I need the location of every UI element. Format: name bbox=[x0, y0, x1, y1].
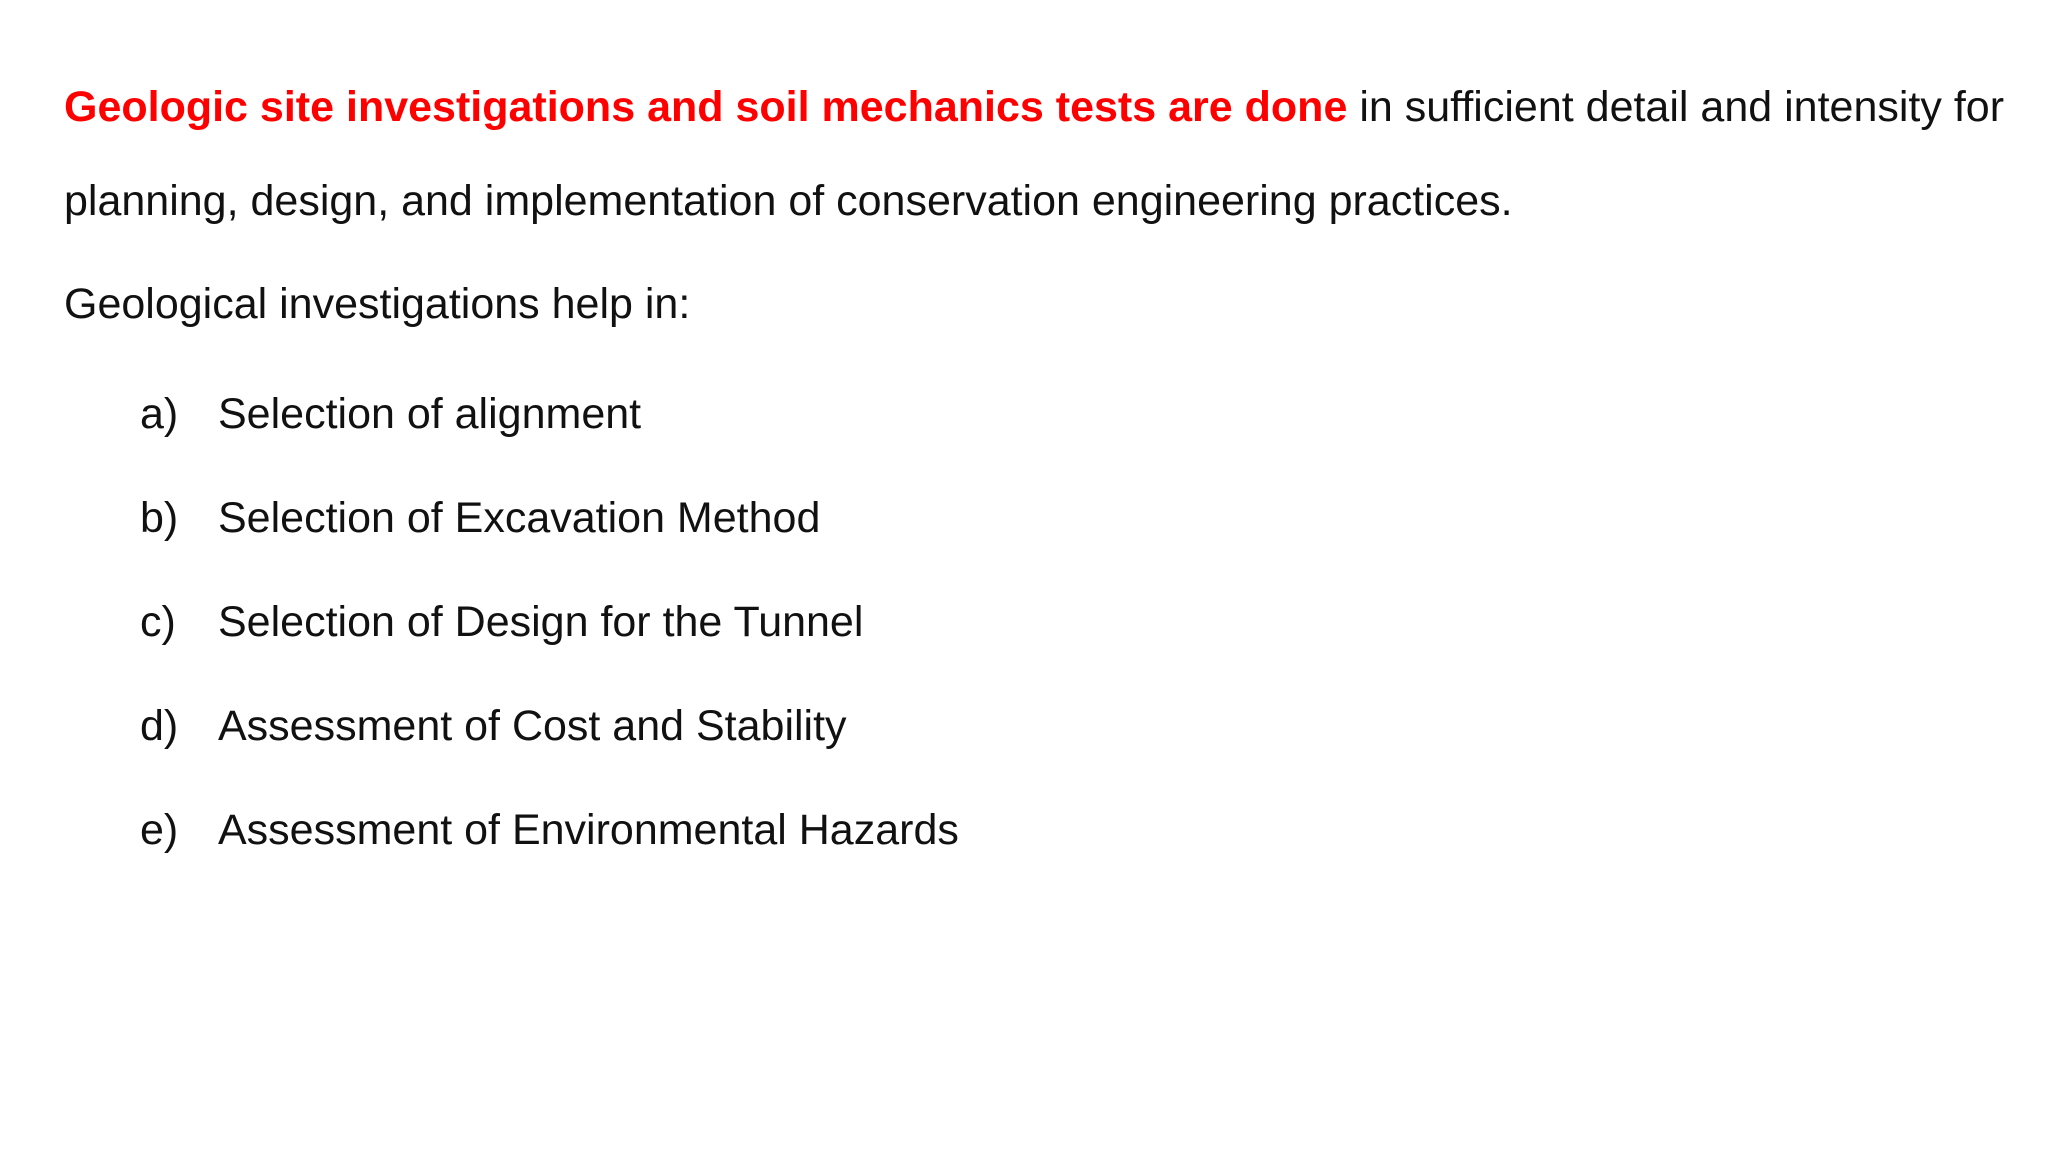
list-item-e bbox=[140, 804, 959, 908]
list-item-a bbox=[140, 388, 959, 492]
benefits-list bbox=[140, 388, 959, 908]
list-marker: d) bbox=[140, 702, 179, 750]
list-item-c bbox=[140, 596, 959, 700]
list-item-text: Selection of Design for the Tunnel bbox=[218, 598, 864, 646]
list-item-b bbox=[140, 492, 959, 596]
list-item-text: Assessment of Environmental Hazards bbox=[218, 806, 959, 854]
intro-rest: in sufficient detail and intensity for planning, design, and implementation of conservation engineering practices. bbox=[64, 83, 2005, 225]
list-lead: Geological investigations help in: bbox=[64, 280, 691, 328]
list-marker: e) bbox=[140, 806, 179, 854]
list-item-text: Selection of alignment bbox=[218, 390, 642, 438]
list-item-d bbox=[140, 700, 959, 804]
intro-paragraph bbox=[64, 60, 2004, 248]
list-item-text: Assessment of Cost and Stability bbox=[218, 702, 847, 750]
intro-highlight: Geologic site investigations and soil mechanics tests are done bbox=[64, 83, 1348, 131]
list-marker: b) bbox=[140, 494, 179, 542]
list-marker: c) bbox=[140, 598, 176, 646]
list-marker: a) bbox=[140, 390, 179, 438]
list-item-text: Selection of Excavation Method bbox=[218, 494, 821, 542]
